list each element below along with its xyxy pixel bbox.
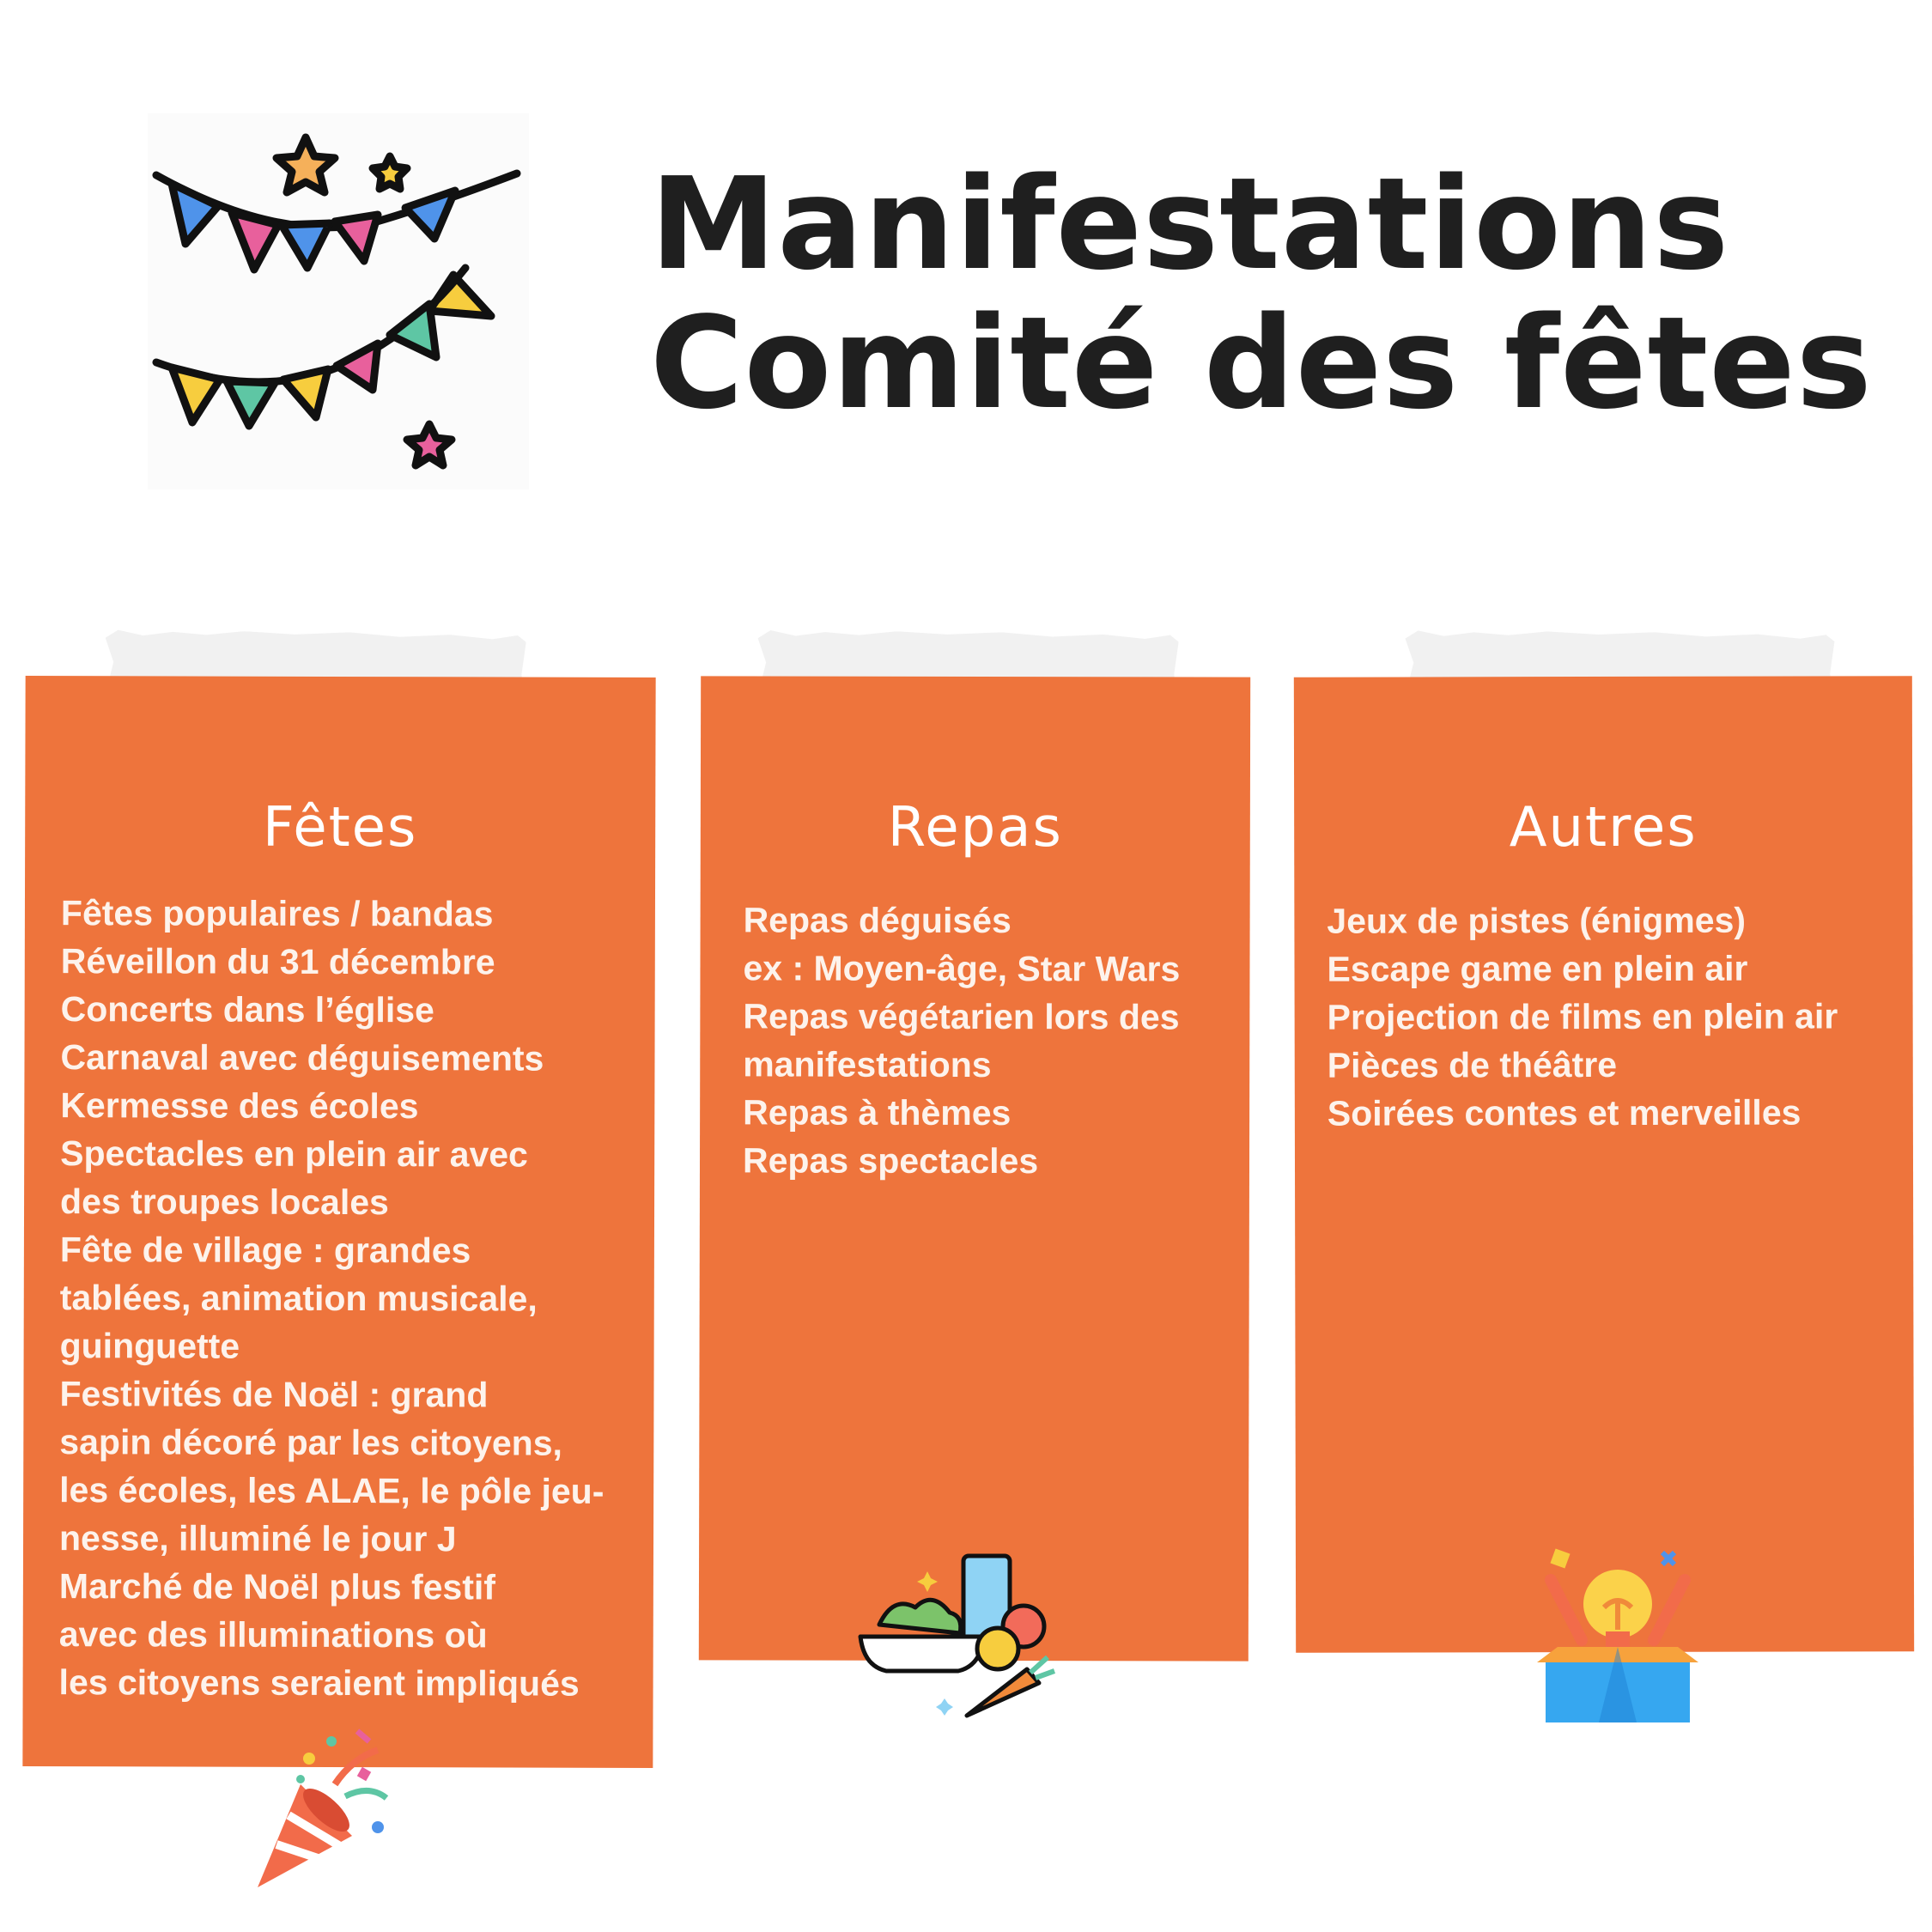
list-item: Projection de films en plein air [1327, 996, 1838, 1037]
list-item: Pièces de théâtre [1327, 1044, 1618, 1085]
card-repas [699, 676, 1250, 1661]
list-item: Carnaval avec déguisements [60, 1037, 544, 1078]
list-item: Soirées contes et merveilles [1327, 1092, 1801, 1133]
list-item: Repas déguisés [743, 900, 1012, 941]
page-title-line-1: Manifestations [650, 150, 1730, 298]
card-list [743, 896, 1242, 1185]
list-item: Repas à thèmes [743, 1092, 1012, 1133]
card-list [59, 889, 653, 1708]
card-title: Autres [1509, 795, 1698, 860]
list-item: Spectacles en plein air avec des troupes locales [60, 1133, 528, 1223]
card-list [1327, 896, 1911, 1137]
list-item: Réveillon du 31 décembre [60, 941, 495, 982]
card-title: Repas [887, 795, 1063, 860]
list-item: ex : Moyen-âge, Star Wars [743, 948, 1181, 989]
healthy-food-icon [855, 1552, 1066, 1724]
list-item: Jeux de pistes (énigmes) [1327, 900, 1747, 941]
list-item: Marché de Noël plus festif avec des illuminations où les citoyens seraient impliqués [58, 1566, 580, 1704]
list-item: Repas spectacles [742, 1140, 1039, 1182]
page-title [650, 150, 1873, 437]
list-item: Fête de village : grandes tablées, animation musicale, guinguette [59, 1230, 538, 1366]
party-popper-icon [249, 1724, 404, 1896]
list-item: Repas végétarien lors des manifestations [743, 996, 1180, 1085]
list-item: Concerts dans l’église [60, 989, 434, 1030]
bunting-garland-icon [148, 113, 529, 489]
idea-box-icon [1534, 1546, 1702, 1724]
card-title: Fêtes [262, 795, 418, 860]
list-item: Fêtes populaires / bandas [60, 893, 494, 934]
list-item: Kermesse des écoles [60, 1085, 419, 1127]
card-autres [1294, 676, 1914, 1653]
card-fetes [22, 676, 655, 1768]
list-item: Festivités de Noël : grand sapin décoré par les citoyens, les écoles, les ALAE, le pôle jeu- nesse, illuminé le jour J [58, 1374, 605, 1559]
page-title-line-2: Comité des fêtes [650, 289, 1873, 437]
list-item: Escape game en plein air [1327, 948, 1748, 989]
